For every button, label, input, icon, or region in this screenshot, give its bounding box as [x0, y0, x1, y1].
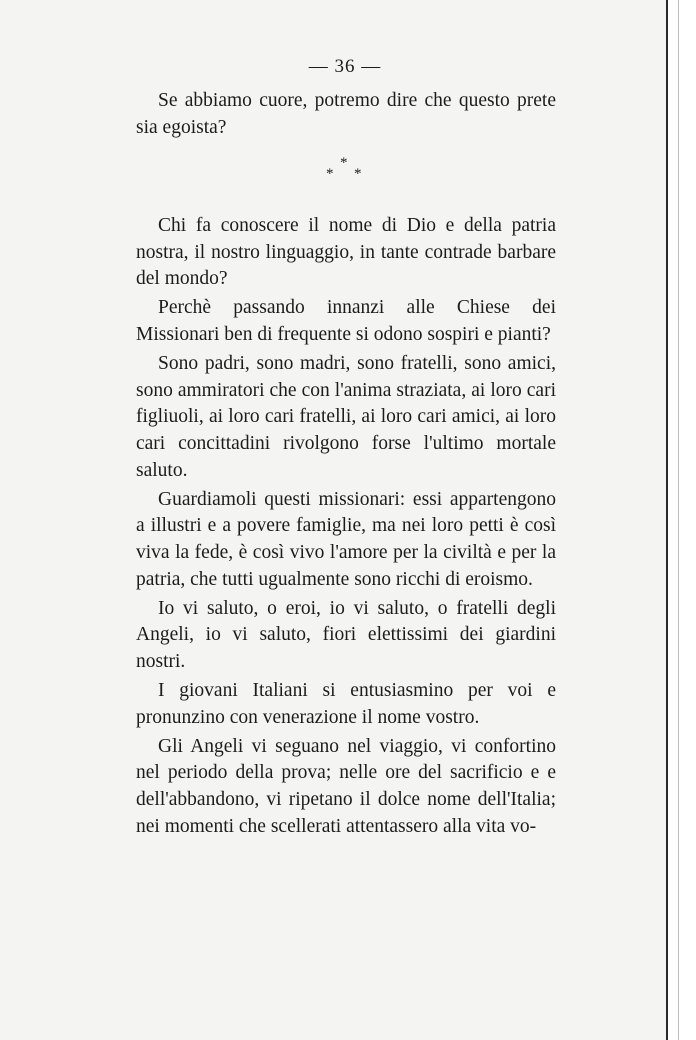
asterisk-mark: *	[354, 166, 362, 182]
paragraph: I giovani Italiani si entusiasmino per voi e pronunzino con venerazione il nome vostro.	[136, 680, 556, 728]
paragraph: Guardiamoli questi missionari: essi appartengono a illustri e a povere famiglie, ma nei loro petti è così viva la fede, è così vivo l'amore per la civiltà e per la patria, che tutti ugualmente sono ricchi di eroismo.	[136, 488, 556, 590]
asterisk-mark: *	[326, 166, 334, 182]
opening-text	[136, 88, 556, 141]
paragraph: Se abbiamo cuore, potremo dire che questo prete sia egoista?	[136, 90, 556, 138]
paragraph: Chi fa conoscere il nome di Dio e della patria nostra, il nostro linguaggio, in tante contrade barbare del mondo?	[136, 215, 556, 290]
asterisk-mark: *	[340, 155, 348, 171]
body-text	[136, 213, 556, 840]
paragraph: Io vi saluto, o eroi, io vi saluto, o fratelli degli Angeli, io vi saluto, fiori elettissimi dei giardini nostri.	[136, 597, 556, 672]
paragraph: Gli Angeli vi seguano nel viaggio, vi confortino nel periodo della prova; nelle ore del sacrificio e e dell'abbandono, vi ripetano il dolce nome dell'Italia; nei momenti che scellerati attentassero alla vita vo-	[136, 735, 556, 837]
page-edge-border	[666, 0, 696, 1040]
page-number: — 36 —	[308, 56, 382, 77]
paragraph: Sono padri, sono madri, sono fratelli, sono amici, sono ammiratori che con l'anima straziata, ai loro cari figliuoli, ai loro cari fratelli, ai loro cari amici, ai loro cari concittadini rivolgono forse l'ultimo mortale saluto.	[136, 353, 556, 481]
asterism-section-break	[318, 156, 374, 186]
paragraph: Perchè passando innanzi alle Chiese dei Missionari ben di frequente si odono sospiri e pianti?	[136, 297, 556, 345]
